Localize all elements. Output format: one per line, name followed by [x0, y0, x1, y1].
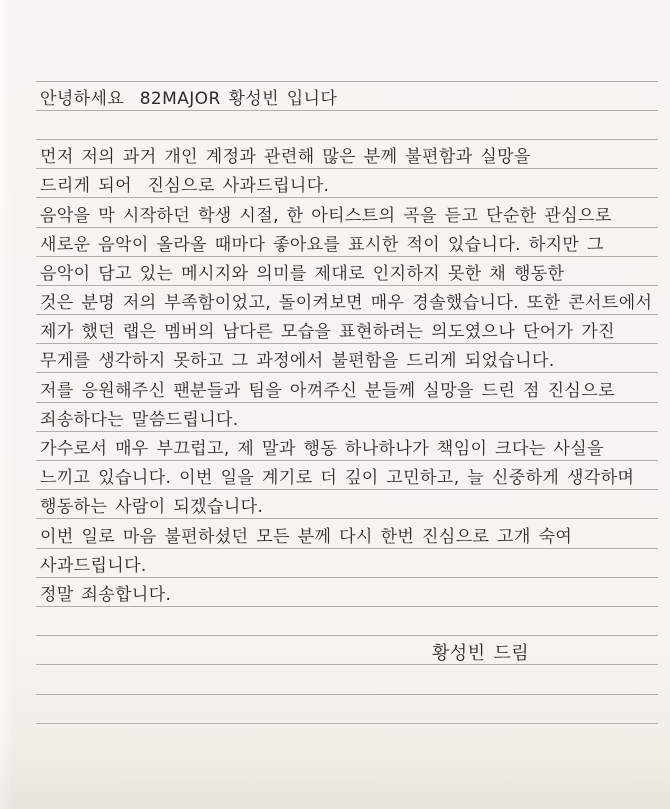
letter-line-text: 이번 일로 마음 불편하셨던 모든 분께 다시 한번 진심으로 고개 숙여: [40, 526, 573, 547]
empty-ruled-row: [36, 607, 658, 636]
letter-line-text: 제가 했던 랩은 멤버의 남다른 모습을 표현하려는 의도였으나 단어가 가진: [40, 322, 615, 343]
letter-text-row: [36, 461, 658, 490]
letter-text-row: [36, 169, 658, 198]
letter-text-row: [36, 403, 658, 432]
letter-line-text: 느끼고 있습니다. 이번 일을 계기로 더 깊이 고민하고, 늘 신중하게 생각하며: [40, 468, 635, 489]
letter-text-row: [36, 286, 658, 315]
signature-text: 황성빈 드림: [432, 643, 530, 665]
letter-line-text: 저를 응원해주신 팬분들과 팀을 아껴주신 분들께 실망을 드린 점 진심으로: [40, 380, 615, 401]
letter-text-row: [36, 140, 658, 169]
letter-text-row: [36, 344, 658, 373]
letter-text-row: [36, 228, 658, 257]
letter-line-text: 죄송하다는 말씀드립니다.: [40, 409, 239, 430]
letter-text-row: [36, 490, 658, 519]
letter-line-text: 정말 죄송합니다.: [40, 584, 172, 605]
letter-line-text: 무게를 생각하지 못하고 그 과정에서 불편함을 드리게 되었습니다.: [40, 351, 555, 372]
letter-text-row: [36, 519, 658, 548]
letter-line-text: 드리게 되어 진심으로 사과드립니다.: [40, 176, 330, 197]
empty-ruled-row: [36, 665, 658, 694]
letter-text-row: [36, 257, 658, 286]
letter-text-row: [36, 198, 658, 227]
letter-text-row: [36, 315, 658, 344]
letter-text-row: [36, 373, 658, 402]
letter-line-text: 사과드립니다.: [40, 555, 147, 576]
letter-text-row: [36, 432, 658, 461]
letter-line-text: 것은 분명 저의 부족함이었고, 돌이켜보면 매우 경솔했습니다. 또한 콘서트에서: [40, 293, 653, 314]
ruled-lines-area: [36, 52, 658, 723]
letter-text-row: [36, 82, 658, 111]
letter-line-text: 음악이 담고 있는 메시지와 의미를 제대로 인지하지 못한 채 행동한: [40, 263, 565, 284]
empty-ruled-row: [36, 111, 658, 140]
empty-ruled-row: [36, 52, 658, 81]
signature-row: [36, 636, 658, 665]
letter-line-text: 새로운 음악이 올라올 때마다 좋아요를 표시한 적이 있습니다. 하지만 그: [40, 234, 604, 255]
letter-text-row: [36, 578, 658, 607]
letter-line-text: 먼저 저의 과거 개인 계정과 관련해 많은 분께 불편함과 실망을: [40, 147, 531, 168]
letter-line-text: 안녕하세요 82MAJOR 황성빈 입니다: [40, 88, 338, 109]
empty-ruled-row: [36, 695, 658, 724]
letter-line-text: 음악을 막 시작하던 학생 시절, 한 아티스트의 곡을 듣고 단순한 관심으로: [40, 205, 612, 226]
letter-line-text: 가수로서 매우 부끄럽고, 제 말과 행동 하나하나가 책임이 크다는 사실을: [40, 439, 604, 460]
letter-text-row: [36, 549, 658, 578]
letter-line-text: 행동하는 사람이 되겠습니다.: [40, 497, 264, 518]
